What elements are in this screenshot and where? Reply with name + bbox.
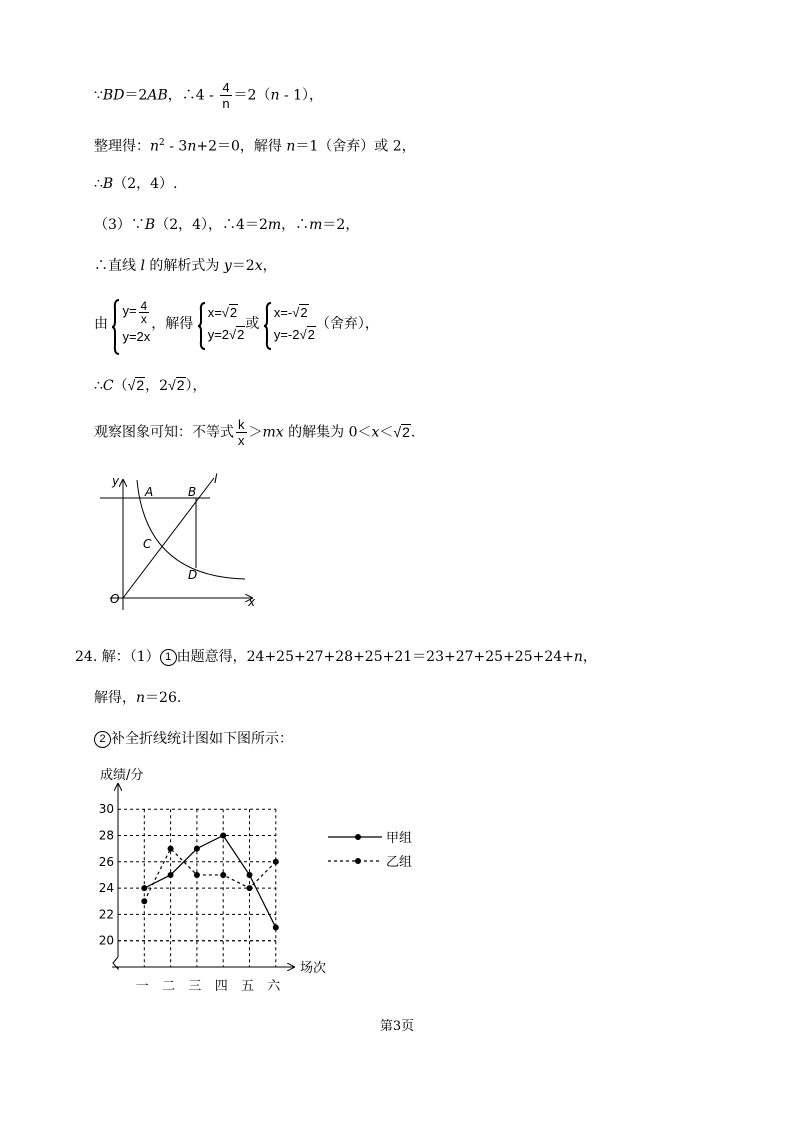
chart-axes [112,784,294,969]
series-line [144,849,275,902]
line-l [123,478,214,598]
coordinate-figure [90,465,270,615]
y-tick-label: 24 [98,881,114,896]
label-c: C [143,537,152,551]
data-point [194,872,200,878]
x-tick-label: 一 [135,979,149,994]
line-point-b: ∴B（2，4）. [94,176,178,192]
legend-label: 乙组 [386,855,413,870]
line-point-c: ∴C（√2，2√2）， [94,377,207,394]
line-chart [96,764,426,996]
label-o: O [110,592,120,606]
line-solve-system: 由 y= $\frac{4}{x}$ y=2x ，解得 x=√2 y=2√2 或 x=-√2 y=-2√2 （舍弃）， [94,296,379,352]
y-tick-label: 30 [98,802,114,817]
legend-label: 甲组 [386,831,413,846]
q24-chart-intro: 2 补全折线统计图如下图所示： [94,729,293,749]
line-part3: （3）∵B（2，4），∴4＝2m，∴m＝2， [94,217,360,233]
fraction-k-over-x: $\frac{k}{x}$ [238,417,245,448]
chart-labels [99,767,326,994]
q24-solve-line: 解得，n＝26. [94,690,182,706]
x-tick-label: 三 [188,979,202,994]
data-point [141,885,147,891]
brace-icon [198,302,206,350]
line-inequality: 观察图象可知：不等式 $\frac{k}{x}$ ＞mx 的解集为 0＜x＜√2. [94,417,416,448]
equation-system-1: y= $\frac{4}{x}$ y=2x [112,299,151,348]
y-tick-label: 20 [98,933,114,948]
data-point [168,872,174,878]
series-line [144,836,275,928]
line-bd-eq: ∵BD＝2AB，∴4 - $\frac{4}{n}$ ＝2（n - 1）， [94,80,324,111]
data-point [247,885,253,891]
line-line-eq: ∴直线 l 的解析式为 y＝2x， [94,258,277,274]
data-point [220,872,226,878]
equation-system-3: x=-√2 y=-2√2 [264,302,316,346]
equation-system-2: x=√2 y=2√2 [198,302,246,346]
y-tick-label: 22 [98,907,114,922]
data-point [273,925,279,931]
x-tick-label: 六 [267,979,281,994]
q24-line: 24. 解：（1） 1 由题意得，24+25+27+28+25+21＝23+27+25+25+24+n， [75,649,597,665]
fraction-4-over-n: $\frac{4}{n}$ [222,80,230,111]
data-point [168,846,174,852]
legend-marker [355,834,361,840]
legend-marker [355,858,361,864]
data-point [247,872,253,878]
label-x: x [248,595,256,609]
chart-series [141,833,278,931]
data-point [141,898,147,904]
y-axis-title: 成绩/分 [100,768,144,783]
y-tick-label: 26 [98,854,114,869]
label-l: l [214,472,218,486]
x-tick-label: 二 [162,979,176,994]
page-number: 第3页 [379,1019,415,1034]
chart-legend [328,831,412,870]
line-simplify: 整理得：$n^2 - 3n+2=0$，解得 n＝1（舍弃）或 2， [94,138,416,155]
brace-icon [112,299,120,355]
data-point [194,846,200,852]
label-y: y [112,474,120,488]
brace-icon [264,302,272,350]
y-tick-label: 28 [98,828,114,843]
label-d: D [188,568,198,582]
x-axis-title: 场次 [300,961,327,976]
label-a: A [145,485,154,499]
data-point [220,833,226,839]
label-b: B [188,485,197,499]
x-tick-label: 四 [214,979,228,994]
data-point [273,859,279,865]
x-tick-label: 五 [240,979,255,994]
